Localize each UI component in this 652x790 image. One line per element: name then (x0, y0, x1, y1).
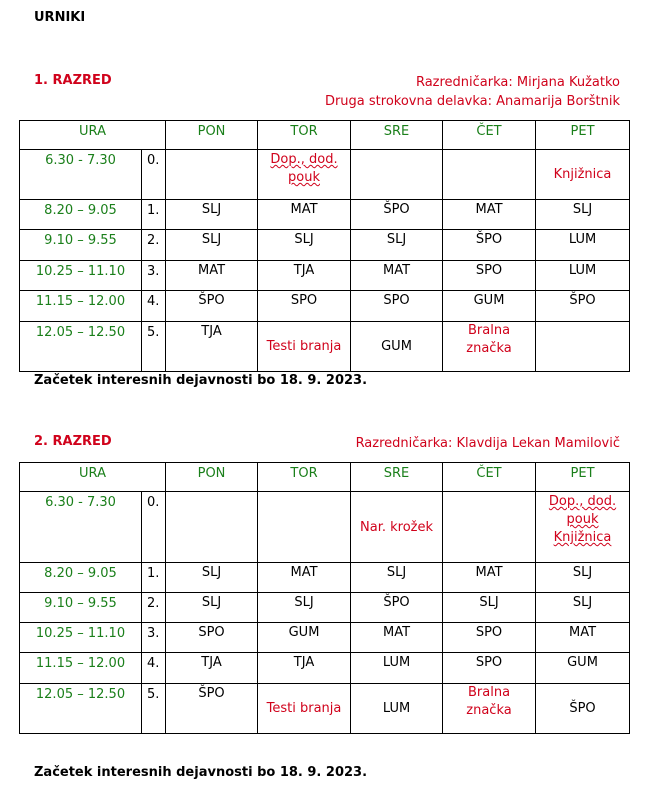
time-cell: 8.20 – 9.05 (20, 200, 142, 230)
schedule-cell: SPO (443, 653, 536, 684)
schedule-cell: ŠPO (351, 200, 443, 230)
table-row (20, 150, 630, 200)
header-sre: SRE (351, 463, 443, 492)
schedule-cell: MAT (258, 200, 351, 230)
schedule-cell: SPO (258, 291, 351, 322)
period-number: 0. (142, 492, 166, 563)
table-row (20, 261, 630, 291)
schedule-cell: Testi branja (258, 322, 351, 372)
schedule-cell: SLJ (166, 593, 258, 623)
table-row (20, 593, 630, 623)
period-number: 2. (142, 593, 166, 623)
header-pet: PET (536, 463, 630, 492)
schedule-cell (443, 492, 536, 563)
period-number: 4. (142, 653, 166, 684)
class-1-name: 1. RAZRED (34, 73, 112, 88)
class-1-header (19, 70, 629, 120)
schedule-cell: SPO (443, 261, 536, 291)
table-header-row (20, 463, 630, 492)
schedule-cell: ŠPO (536, 291, 630, 322)
schedule-cell: Bralna značka (443, 684, 536, 734)
period-number: 5. (142, 684, 166, 734)
schedule-cell: SLJ (258, 593, 351, 623)
period-number: 4. (142, 291, 166, 322)
schedule-cell: GUM (351, 322, 443, 372)
class-1-footnote: Začetek interesnih dejavnosti bo 18. 9. 2023. (34, 373, 368, 388)
schedule-cell: SPO (166, 623, 258, 653)
table-header-row (20, 121, 630, 150)
period-number: 3. (142, 261, 166, 291)
table-row (20, 291, 630, 322)
cell-text: Dop., dod. pouk (270, 152, 338, 185)
schedule-cell (536, 322, 630, 372)
time-cell: 10.25 – 11.10 (20, 623, 142, 653)
class-2-name: 2. RAZRED (34, 434, 112, 449)
schedule-cell: Testi branja (258, 684, 351, 734)
schedule-cell: LUM (536, 261, 630, 291)
schedule-cell: MAT (351, 261, 443, 291)
schedule-cell: TJA (166, 653, 258, 684)
schedule-cell: MAT (443, 563, 536, 593)
class-2-teacher-main: Razredničarka: Klavdija Lekan Mamilovič (355, 436, 620, 451)
table-row (20, 563, 630, 593)
period-number: 1. (142, 200, 166, 230)
header-pon: PON (166, 463, 258, 492)
schedule-cell: GUM (258, 623, 351, 653)
schedule-cell: MAT (536, 623, 630, 653)
header-sre: SRE (351, 121, 443, 150)
schedule-cell (166, 150, 258, 200)
schedule-cell (166, 492, 258, 563)
class-2-section (19, 431, 629, 734)
class-1-teacher-main: Razredničarka: Mirjana Kužatko (415, 75, 620, 90)
page-title: URNIKI (34, 10, 86, 25)
class-1-section (19, 70, 629, 372)
schedule-cell (443, 150, 536, 200)
schedule-cell: Knjižnica (536, 150, 630, 200)
table-row (20, 200, 630, 230)
schedule-cell: LUM (536, 230, 630, 261)
schedule-cell: SLJ (351, 563, 443, 593)
header-ura: URA (20, 463, 166, 492)
class-2-teachers (356, 434, 620, 453)
schedule-cell: SPO (443, 623, 536, 653)
period-number: 1. (142, 563, 166, 593)
cell-text: Dop., dod. pouk Knjižnica (548, 494, 617, 545)
table-row (20, 230, 630, 261)
schedule-cell: ŠPO (166, 291, 258, 322)
table-row (20, 322, 630, 372)
header-cet: ČET (443, 463, 536, 492)
class-1-teachers (325, 73, 620, 111)
header-pon: PON (166, 121, 258, 150)
schedule-cell: TJA (258, 261, 351, 291)
header-ura: URA (20, 121, 166, 150)
class-2-header (19, 431, 629, 462)
class-2-footnote: Začetek interesnih dejavnosti bo 18. 9. 2023. (34, 765, 368, 780)
schedule-cell: SLJ (258, 230, 351, 261)
time-cell: 6.30 - 7.30 (20, 150, 142, 200)
table-row (20, 684, 630, 734)
table-row (20, 653, 630, 684)
header-tor: TOR (258, 121, 351, 150)
schedule-cell: SLJ (166, 563, 258, 593)
schedule-cell: ŠPO (536, 684, 630, 734)
schedule-cell (351, 150, 443, 200)
class-2-schedule-table (19, 462, 630, 734)
schedule-cell: MAT (443, 200, 536, 230)
time-cell: 10.25 – 11.10 (20, 261, 142, 291)
time-cell: 11.15 – 12.00 (20, 291, 142, 322)
period-number: 0. (142, 150, 166, 200)
time-cell: 8.20 – 9.05 (20, 563, 142, 593)
schedule-cell: GUM (536, 653, 630, 684)
schedule-cell: SLJ (536, 563, 630, 593)
time-cell: 9.10 – 9.55 (20, 593, 142, 623)
schedule-cell: SPO (351, 291, 443, 322)
time-cell: 9.10 – 9.55 (20, 230, 142, 261)
schedule-cell: SLJ (351, 230, 443, 261)
header-pet: PET (536, 121, 630, 150)
schedule-cell: MAT (258, 563, 351, 593)
schedule-cell: Bralna značka (443, 322, 536, 372)
schedule-cell: MAT (166, 261, 258, 291)
schedule-cell: SLJ (443, 593, 536, 623)
schedule-cell: GUM (443, 291, 536, 322)
time-cell: 12.05 – 12.50 (20, 322, 142, 372)
schedule-cell: ŠPO (351, 593, 443, 623)
schedule-cell: ŠPO (166, 684, 258, 734)
schedule-cell: ŠPO (443, 230, 536, 261)
time-cell: 6.30 - 7.30 (20, 492, 142, 563)
table-row (20, 492, 630, 563)
schedule-cell: SLJ (536, 200, 630, 230)
time-cell: 12.05 – 12.50 (20, 684, 142, 734)
schedule-cell: LUM (351, 684, 443, 734)
schedule-cell (258, 492, 351, 563)
class-1-teacher-second: Druga strokovna delavka: Anamarija Borštnik (324, 94, 620, 109)
schedule-cell: SLJ (166, 200, 258, 230)
schedule-cell: LUM (351, 653, 443, 684)
period-number: 3. (142, 623, 166, 653)
time-cell: 11.15 – 12.00 (20, 653, 142, 684)
table-row (20, 623, 630, 653)
schedule-cell: SLJ (536, 593, 630, 623)
schedule-cell: MAT (351, 623, 443, 653)
period-number: 2. (142, 230, 166, 261)
period-number: 5. (142, 322, 166, 372)
schedule-cell: Nar. krožek (351, 492, 443, 563)
header-cet: ČET (443, 121, 536, 150)
schedule-cell (536, 492, 630, 563)
schedule-cell (258, 150, 351, 200)
header-tor: TOR (258, 463, 351, 492)
class-1-schedule-table (19, 120, 630, 372)
schedule-cell: TJA (258, 653, 351, 684)
schedule-cell: TJA (166, 322, 258, 372)
schedule-cell: SLJ (166, 230, 258, 261)
